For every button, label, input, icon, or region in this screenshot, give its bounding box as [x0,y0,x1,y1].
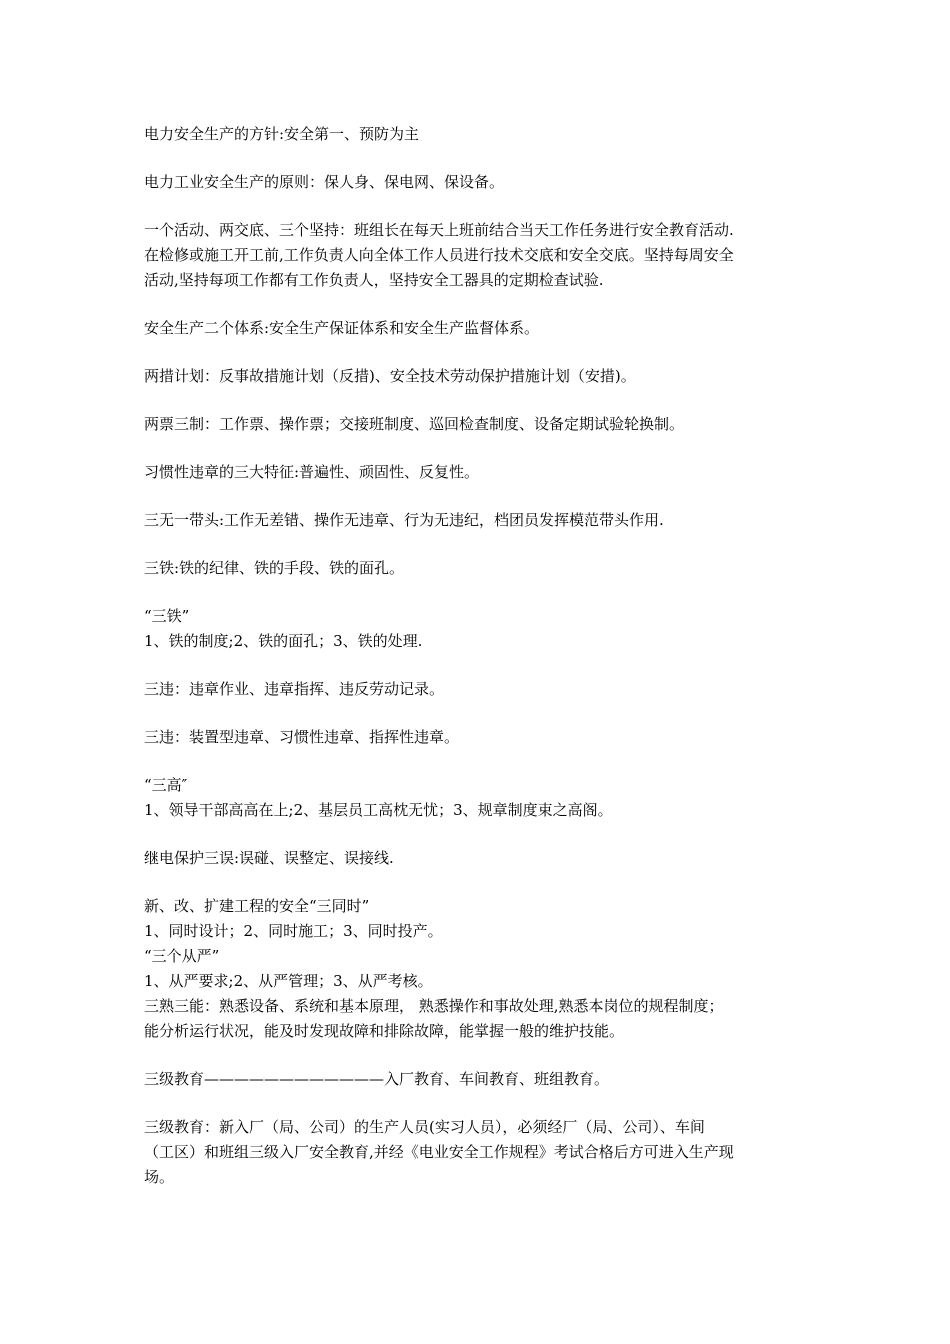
paragraph-gap [144,293,814,316]
text-line: 三铁:铁的纪律、铁的手段、铁的面孔。 [144,559,405,577]
text-line: 电力工业安全生产的原则：保人身、保电网、保设备。 [144,173,505,191]
paragraph-gap [144,485,814,508]
text-line: 一个活动、两交底、三个坚持：班组长在每天上班前结合当天工作任务进行安全教育活动. [144,221,734,239]
paragraph-gap [144,871,814,894]
paragraph-gap [144,654,814,677]
text-line: 新、改、扩建工程的安全“三同时” [144,897,370,915]
paragraph-gap [144,147,814,170]
text-line: 1、从严要求;2、从严管理；3、从严考核。 [144,972,433,990]
text-line: 能分析运行状况，能及时发现故障和排除故障，能掌握一般的维护技能。 [144,1022,625,1040]
text-line: 两票三制：工作票、操作票；交接班制度、巡回检查制度、设备定期试验轮换制。 [144,415,685,433]
text-line: 两措计划：反事故措施计划（反措)、安全技术劳动保护措施计划（安措)。 [144,367,636,385]
text-line: 1、领导干部高高在上;2、基层员工高枕无忧；3、规章制度束之高阁。 [144,801,613,819]
paragraph-gap [144,1044,814,1067]
text-line: 三无一带头:工作无差错、操作无违章、行为无违纪，档团员发挥模范带头作用. [144,511,664,529]
text-line: 场。 [144,1168,175,1186]
document-body [144,122,814,1190]
text-line: 在检修或施工开工前,工作负责人向全体工作人员进行技术交底和安全交底。坚持每周安全 [144,246,734,264]
paragraph-gap [144,1092,814,1115]
text-line: 活动,坚持每项工作都有工作负责人，坚持安全工器具的定期检查试验. [144,271,604,289]
paragraph-gap [144,750,814,773]
text-line: 三级教育：新入厂（局、公司）的生产人员(实习人员），必须经厂（局、公司）、车间 [144,1118,705,1136]
text-line: 三熟三能：熟悉设备、系统和基本原理， 熟悉操作和事故处理,熟悉本岗位的规程制度； [144,997,724,1015]
text-line: “三铁” [144,607,190,625]
paragraph-gap [144,823,814,846]
text-line: 三违：装置型违章、习惯性违章、指挥性违章。 [144,728,460,746]
paragraph-gap [144,702,814,725]
text-line: 继电保护三误:误碰、误整定、误接线. [144,849,394,867]
paragraph-gap [144,341,814,364]
text-line: 三违：违章作业、违章指挥、违反劳动记录。 [144,680,445,698]
text-line: 1、铁的制度;2、铁的面孔；3、铁的处理. [144,632,423,650]
paragraph-gap [144,533,814,556]
text-line: 1、同时设计；2、同时施工；3、同时投产。 [144,922,443,940]
paragraph-gap [144,389,814,412]
text-line: 电力安全生产的方针:安全第一、预防为主 [144,125,420,143]
text-line: “三个从严” [144,947,220,965]
text-line: 三级教育————————————入厂教育、车间教育、班组教育。 [144,1070,610,1088]
text-line: 安全生产二个体系:安全生产保证体系和安全生产监督体系。 [144,319,540,337]
paragraph-gap [144,581,814,604]
text-line: “三高″ [144,776,188,794]
paragraph-gap [144,195,814,218]
paragraph-gap [144,437,814,460]
text-line: 习惯性违章的三大特征:普遍性、顽固性、反复性。 [144,463,480,481]
text-line: （工区）和班组三级入厂安全教育,并经《电业安全工作规程》考试合格后方可进入生产现 [144,1143,734,1161]
